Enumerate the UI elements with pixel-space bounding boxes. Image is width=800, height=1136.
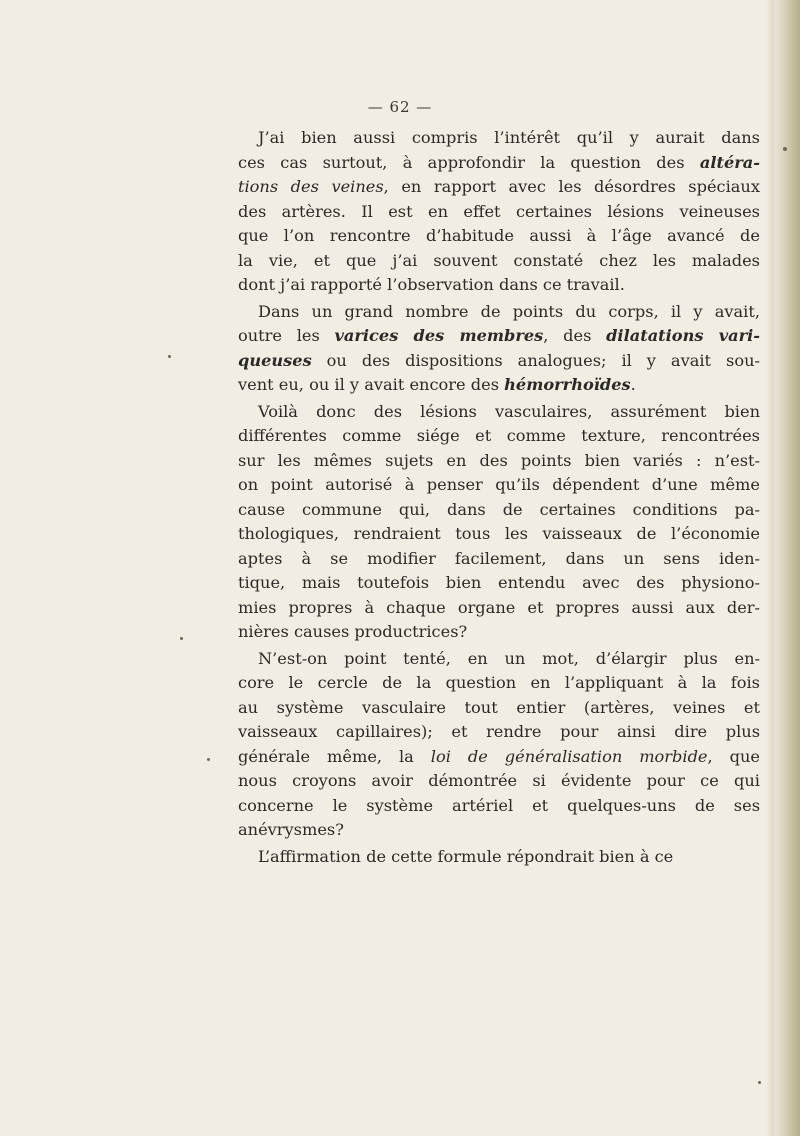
- text-run: générale même, la: [238, 746, 431, 766]
- text-run: , des: [543, 326, 607, 345]
- emphasized-term: queuses: [238, 350, 312, 370]
- text-run: outre les: [238, 326, 335, 345]
- paragraph: [238, 400, 760, 645]
- text-run: dont j’ai rapporté l’observation dans ce travail.: [238, 275, 625, 294]
- text-line: [238, 845, 760, 870]
- text-run: différentes comme siége et comme texture, rencontrées: [238, 426, 760, 445]
- paragraph: [238, 300, 760, 398]
- emphasized-term: hémorrhoïdes: [504, 375, 631, 394]
- emphasized-term: varices des membres: [334, 326, 544, 345]
- ink-speck: [180, 637, 183, 640]
- emphasized-term: dilatations vari-: [606, 326, 760, 345]
- text-run: .: [630, 375, 636, 394]
- paragraph: [238, 845, 760, 870]
- text-run: vent eu, ou il y avait encore des: [238, 375, 505, 394]
- text-run: sur les mêmes sujets en des points bien variés : n’est-: [238, 450, 760, 470]
- text-run: nières causes productrices?: [238, 622, 468, 641]
- text-line: [238, 175, 760, 200]
- text-run: anévrysmes?: [238, 820, 344, 839]
- text-run: Voilà donc des lésions vasculaires, assurément bien: [258, 401, 760, 421]
- text-line: [238, 424, 760, 449]
- text-line: [238, 769, 760, 794]
- text-run: J’ai bien aussi compris l’intérêt qu’il y aurait dans: [258, 128, 760, 147]
- text-line: [238, 647, 760, 672]
- text-run: ou des dispositions analogues; il y avait sou-: [311, 350, 760, 370]
- ink-speck: [207, 758, 210, 761]
- text-line: [238, 498, 760, 523]
- text-line: [238, 620, 760, 645]
- text-run: aptes à se modifier facilement, dans un sens iden-: [238, 548, 760, 568]
- ink-speck: [758, 1081, 761, 1084]
- paragraph: [238, 647, 760, 843]
- text-run: que l’on rencontre d’habitude aussi à l’âge avancé de: [238, 226, 760, 245]
- text-line: [238, 522, 760, 547]
- ink-speck: [783, 147, 787, 151]
- text-line: [238, 373, 760, 398]
- text-line: [238, 400, 760, 425]
- text-line: [238, 200, 760, 225]
- ink-speck: [168, 355, 171, 358]
- text-run: concerne le système artériel et quelques-uns de ses: [238, 795, 760, 815]
- text-run: L’affirmation de cette formule répondrait bien à ce: [258, 846, 674, 866]
- text-line: [238, 671, 760, 696]
- text-run: nous croyons avoir démontrée si évidente pour ce qui: [238, 771, 760, 790]
- emphasized-term: loi de généralisation morbide: [430, 746, 708, 766]
- page-edge-shadow: [774, 0, 800, 1136]
- text-run: , en rapport avec les désordres spéciaux: [383, 177, 760, 196]
- text-line: [238, 349, 760, 374]
- text-line: [238, 300, 760, 325]
- text-run: N’est-on point tenté, en un mot, d’élargir plus en-: [258, 648, 760, 668]
- text-line: [238, 596, 760, 621]
- text-line: [238, 571, 760, 596]
- text-run: cause commune qui, dans de certaines conditions pa-: [238, 499, 760, 519]
- body-text: [238, 126, 760, 871]
- text-line: [238, 224, 760, 249]
- text-line: [238, 794, 760, 819]
- text-line: [238, 473, 760, 498]
- text-run: mies propres à chaque organe et propres aussi aux der-: [238, 597, 760, 617]
- page-number: — 62 —: [367, 98, 433, 116]
- emphasized-term: altéra-: [699, 152, 760, 172]
- text-line: [238, 449, 760, 474]
- text-line: [238, 745, 760, 770]
- emphasized-term: tions des veines: [238, 177, 384, 196]
- text-run: , que: [707, 746, 760, 766]
- text-line: [238, 818, 760, 843]
- text-line: [238, 249, 760, 274]
- text-run: ces cas surtout, à approfondir la question des: [238, 152, 700, 172]
- text-line: [238, 151, 760, 176]
- text-run: au système vasculaire tout entier (artères, veines et: [238, 697, 760, 717]
- text-run: on point autorisé à penser qu’ils dépendent d’une même: [238, 475, 760, 494]
- text-run: tique, mais toutefois bien entendu avec des physiono-: [238, 573, 760, 592]
- text-run: core le cercle de la question en l’appliquant à la fois: [238, 673, 760, 692]
- text-line: [238, 720, 760, 745]
- text-line: [238, 696, 760, 721]
- text-run: la vie, et que j’ai souvent constaté chez les malades: [238, 250, 760, 270]
- text-run: vaisseaux capillaires); et rendre pour ainsi dire plus: [238, 722, 760, 741]
- text-line: [238, 126, 760, 151]
- text-line: [238, 324, 760, 349]
- text-line: [238, 273, 760, 298]
- paragraph: [238, 126, 760, 298]
- text-line: [238, 547, 760, 572]
- text-run: thologiques, rendraient tous les vaisseaux de l’économie: [238, 524, 760, 543]
- text-run: des artères. Il est en effet certaines lésions veineuses: [238, 201, 760, 221]
- text-run: Dans un grand nombre de points du corps, il y avait,: [258, 301, 760, 321]
